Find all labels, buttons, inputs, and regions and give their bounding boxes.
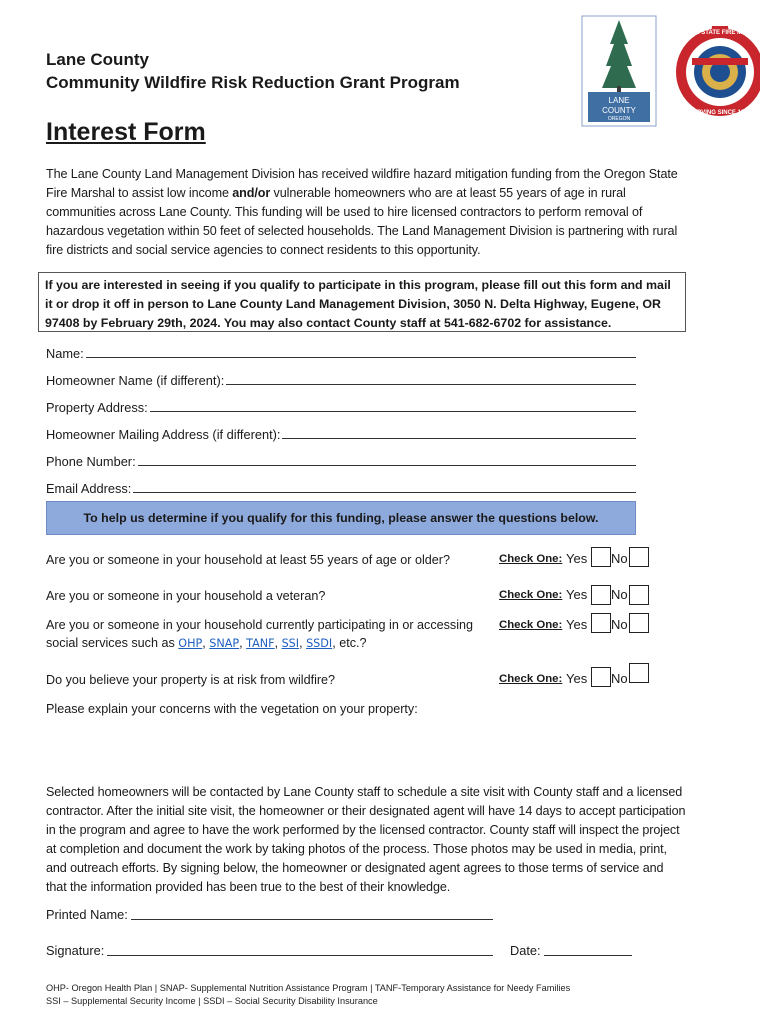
age-no-checkbox[interactable] [629,547,649,567]
property-address-label: Property Address: [46,400,148,415]
question-age: Are you or someone in your household at least 55 years of age or older? [46,553,450,567]
mailing-address-label: Homeowner Mailing Address (if different): [46,427,281,442]
services-no-checkbox[interactable] [629,613,649,633]
mailing-address-field[interactable] [46,426,636,444]
yes-label: Yes [566,671,588,686]
intro-paragraph [46,165,682,260]
logo-lane-text: LANE [608,96,630,105]
services-yes-checkbox[interactable] [591,613,611,633]
form-title: Interest Form [46,118,206,146]
signature-field[interactable] [46,943,493,958]
questions-banner: To help us determine if you qualify for this funding, please answer the questions below. [46,501,636,535]
homeowner-name-field[interactable] [46,372,636,390]
logo-county-text: COUNTY [602,106,636,115]
terms-paragraph: Selected homeowners will be contacted by Lane County staff to schedule a site visit with County staff and a licensed contractor. After the initial site visit, the homeowner or their designated agent will have 14 days to accept participation in the program and agree to have the work performed by the licensed contractor. County staff will inspect the project at completion and document the work by taking photos of the process. Those photos may be used in media, print, and outreach efforts. By signing below, the homeowner or designated agent agrees to those terms of service and that the information provided has been true to the best of their knowledge. [46,785,686,894]
yes-label: Yes [566,587,588,602]
county-name: Lane County [46,50,149,69]
phone-number-field[interactable] [46,453,636,471]
question-wildfire-risk: Do you believe your property is at risk from wildfire? [46,673,336,687]
footer-line-1: OHP- Oregon Health Plan | SNAP- Supplemental Nutrition Assistance Program | TANF-Temporary Assistance for Needy Families [46,983,571,993]
wildfire-no-checkbox[interactable] [629,663,649,683]
badge-top-text: OREGON STATE FIRE MARSHAL [672,30,760,36]
link-ssi[interactable]: SSI [281,637,300,650]
printed-name-field[interactable] [46,907,493,922]
no-label: No [611,617,628,632]
mail-instructions-box: If you are interested in seeing if you qualify to participate in this program, please fill out this form and mail it or drop it off in person to Lane County Land Management Division, 3050 N. Delta Highway, Eugene, OR 97408 by February 29th, 2024. You may also contact County staff at 541-682-6702 for assistance. [38,272,686,332]
wildfire-yes-checkbox[interactable] [591,667,611,687]
logos [580,14,760,130]
mailing-address-line[interactable] [282,426,636,439]
check-one-label: Check One: [499,553,563,565]
name-field[interactable] [46,345,636,363]
age-yes-checkbox[interactable] [591,547,611,567]
social-services-text: Are you or someone in your household currently participating in or accessing social services such as [46,618,474,650]
no-label: No [611,671,628,686]
link-ohp[interactable]: OHP [178,637,203,650]
check-one-label: Check One: [499,589,563,601]
property-address-field[interactable] [46,399,636,417]
program-name: Community Wildfire Risk Reduction Grant Program [46,73,460,92]
check-one-label: Check One: [499,673,563,685]
logo-oregon-text: OREGON [607,116,631,122]
signature-label: Signature: [46,943,105,958]
signature-line[interactable] [107,943,493,956]
question-social-services: Are you or someone in your household currently participating in or accessing social services such as OHP, SNAP, TANF, SSI, SSDI, etc.? [46,618,474,650]
printed-name-label: Printed Name: [46,907,128,922]
social-services-suffix: , etc.? [332,636,367,650]
property-address-line[interactable] [150,399,636,412]
printed-name-line[interactable] [131,907,493,920]
date-field[interactable] [510,943,632,958]
veteran-yes-checkbox[interactable] [591,585,611,605]
name-line[interactable] [86,345,636,358]
link-ssdi[interactable]: SSDI [306,637,333,650]
homeowner-name-label: Homeowner Name (if different): [46,373,225,388]
link-snap[interactable]: SNAP [209,637,240,650]
explain-prompt: Please explain your concerns with the vegetation on your property: [46,702,418,716]
yes-label: Yes [566,551,588,566]
intro-part2: vulnerable homeowners who are at least 55 years of age in rural communities across Lane County. This funding will be used to hire licensed contractors to perform removal of hazardous vegetation within 50 feet of selected households. The Land Management Division is partnering with rural fire districts and social service agencies to connect residents to this opportunity. [46,186,678,257]
footer-line-2: SSI – Supplemental Security Income | SSDI – Social Security Disability Insurance [46,996,378,1006]
homeowner-name-line[interactable] [226,372,636,385]
logos-graphic [580,14,760,130]
link-tanf[interactable]: TANF [246,637,275,650]
email-address-line[interactable] [133,480,636,493]
fire-marshal-badge [673,26,760,116]
date-label: Date: [510,943,541,958]
phone-number-label: Phone Number: [46,454,136,469]
intro-bold: and/or [232,186,271,200]
phone-number-line[interactable] [138,453,636,466]
email-address-label: Email Address: [46,481,132,496]
veteran-no-checkbox[interactable] [629,585,649,605]
badge-bottom-text: SERVING SINCE 1917 [689,110,751,116]
date-line[interactable] [544,943,632,956]
question-veteran: Are you or someone in your household a veteran? [46,589,326,603]
lane-county-logo [582,16,656,126]
name-label: Name: [46,346,84,361]
abbreviations-footer [46,982,570,1008]
no-label: No [611,587,628,602]
check-one-label: Check One: [499,619,563,631]
email-address-field[interactable] [46,480,636,498]
program-header [46,48,460,94]
no-label: No [611,551,628,566]
yes-label: Yes [566,617,588,632]
intro-part1: The Lane County Land Management Division has received wildfire hazard mitigation funding from the Oregon State Fire Marshal to assist low income [46,167,678,200]
